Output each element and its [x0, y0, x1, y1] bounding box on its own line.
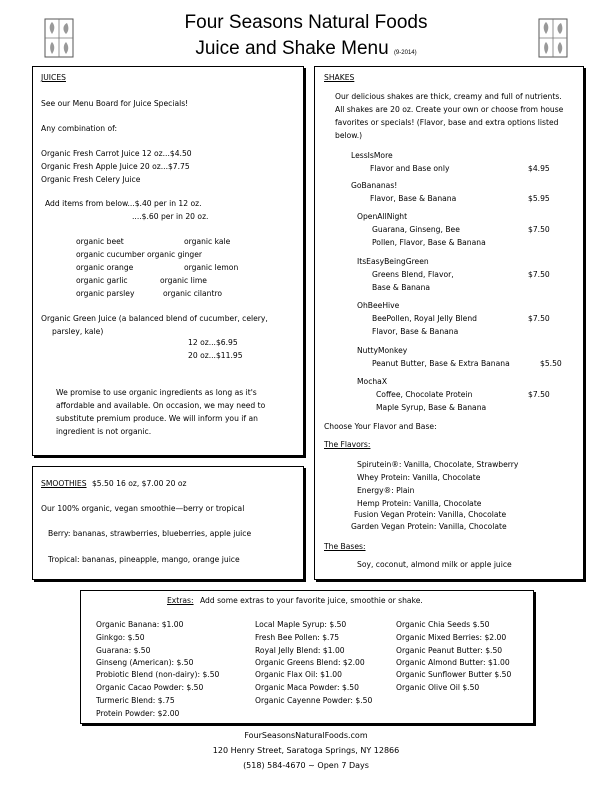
extras-title — [167, 597, 423, 605]
juice-addon-item: organic cilantro — [163, 289, 223, 298]
extra-item: Organic Peanut Butter: $.50 — [396, 646, 503, 655]
juices-heading: JUICES — [41, 73, 66, 82]
organic-promise-line: substitute premium produce. We will inform you if an — [56, 414, 258, 423]
store-phone-hours: (518) 584-4670 ~ Open 7 Days — [243, 761, 369, 770]
juice-addon-item: organic garlic — [76, 276, 128, 285]
extra-item: Turmeric Blend: $.75 — [96, 696, 175, 705]
shake-description: Guarana, Ginseng, Bee — [372, 225, 460, 234]
shake-name: GoBananas! — [351, 181, 398, 190]
green-juice-price: 20 oz...$11.95 — [188, 351, 243, 360]
extra-item: Organic Maca Powder: $.50 — [255, 683, 359, 692]
juices-combination-note: Any combination of: — [41, 124, 118, 133]
shake-description: BeePollen, Royal Jelly Blend — [372, 314, 477, 323]
extra-item: Ginkgo: $.50 — [96, 633, 145, 642]
smoothie-berry: Berry: bananas, strawberries, blueberries, apple juice — [48, 529, 252, 538]
flavor-option: Fusion Vegan Protein: Vanilla, Chocolate — [354, 510, 507, 519]
juices-specials-note: See our Menu Board for Juice Specials! — [41, 99, 189, 108]
organic-promise-line: ingredient is not organic. — [56, 427, 152, 436]
shakes-intro-line: below.) — [335, 131, 363, 140]
flavor-option: Energy®: Plain — [357, 486, 415, 495]
menu-date: (9-2014) — [393, 50, 417, 56]
flavor-option: Spirutein®: Vanilla, Chocolate, Strawberry — [357, 460, 519, 469]
shakes-intro-line: All shakes are 20 oz. Create your own or choose from house — [335, 105, 564, 114]
choose-flavor-base: Choose Your Flavor and Base: — [324, 422, 437, 431]
shake-name: OhBeeHive — [357, 301, 400, 310]
extra-item: Protein Powder: $2.00 — [96, 709, 180, 718]
shake-price: $7.50 — [528, 225, 550, 234]
juice-addon-item: organic cucumber organic ginger — [76, 250, 202, 259]
juice-addon-item: organic orange — [76, 263, 134, 272]
extra-item: Organic Greens Blend: $2.00 — [255, 658, 365, 667]
shakes-intro-line: favorites or specials! (Flavor, base and extra options listed — [335, 118, 559, 127]
shake-price: $5.50 — [540, 359, 562, 368]
extra-item: Ginseng (American): $.50 — [96, 658, 194, 667]
shake-name: MochaX — [357, 377, 388, 386]
green-juice-line: Organic Green Juice (a balanced blend of cucumber, celery, — [41, 314, 268, 323]
bases-heading: The Bases: — [324, 542, 366, 551]
extras-label: Extras: — [167, 596, 194, 605]
store-website: FourSeasonsNaturalFoods.com — [244, 731, 368, 740]
shake-description: Pollen, Flavor, Base & Banana — [372, 238, 486, 247]
menu-title-text: Juice and Shake Menu — [195, 38, 389, 59]
flavor-option: Whey Protein: Vanilla, Chocolate — [357, 473, 481, 482]
extra-item: Organic Cacao Powder: $.50 — [96, 683, 204, 692]
extra-item: Fresh Bee Pollen: $.75 — [255, 633, 340, 642]
shake-price: $7.50 — [528, 314, 550, 323]
extra-item: Organic Cayenne Powder: $.50 — [255, 696, 373, 705]
extra-item: Organic Almond Butter: $1.00 — [396, 658, 510, 667]
extra-item: Organic Flax Oil: $1.00 — [255, 670, 342, 679]
extra-item: Probiotic Blend (non-dairy): $.50 — [96, 670, 220, 679]
shake-price: $5.95 — [528, 194, 550, 203]
store-address: 120 Henry Street, Saratoga Springs, NY 12866 — [212, 746, 400, 755]
juice-addon-item: organic lime — [160, 276, 207, 285]
shake-name: NuttyMonkey — [357, 346, 408, 355]
smoothie-tropical: Tropical: bananas, pineapple, mango, orange juice — [48, 555, 240, 564]
shake-description: Peanut Butter, Base & Extra Banana — [372, 359, 510, 368]
flavor-option: Garden Vegan Protein: Vanilla, Chocolate — [351, 522, 507, 531]
extra-item: Organic Chia Seeds $.50 — [396, 620, 490, 629]
smoothies-description: Our 100% organic, vegan smoothie—berry or tropical — [41, 504, 245, 513]
smoothies-title — [41, 480, 187, 488]
shakes-intro-line: Our delicious shakes are thick, creamy and full of nutrients. — [335, 92, 562, 101]
shake-description: Maple Syrup, Base & Banana — [376, 403, 487, 412]
flavors-heading: The Flavors: — [324, 440, 371, 449]
extra-item: Organic Sunflower Butter $.50 — [396, 670, 512, 679]
shakes-heading: SHAKES — [324, 73, 355, 82]
green-juice-price: 12 oz...$6.95 — [188, 338, 238, 347]
extra-item: Royal Jelly Blend: $1.00 — [255, 646, 345, 655]
shake-description: Greens Blend, Flavor, — [372, 270, 454, 279]
extra-item: Guarana: $.50 — [96, 646, 151, 655]
shake-description: Coffee, Chocolate Protein — [376, 390, 473, 399]
extras-intro: Add some extras to your favorite juice, smoothie or shake. — [199, 596, 423, 605]
shake-price: $7.50 — [528, 270, 550, 279]
shake-name: ItsEasyBeingGreen — [357, 257, 429, 266]
juice-line: Organic Fresh Carrot Juice 12 oz...$4.50 — [41, 149, 192, 158]
extra-item: Local Maple Syrup: $.50 — [255, 620, 347, 629]
juice-addon-item: organic parsley — [76, 289, 135, 298]
shake-name: LessIsMore — [351, 151, 393, 160]
shake-description: Base & Banana — [372, 283, 431, 292]
extra-item: Organic Olive Oil $.50 — [396, 683, 480, 692]
add-items-20oz: ....$.60 per in 20 oz. — [132, 212, 209, 221]
juice-line: Organic Fresh Celery Juice — [41, 175, 141, 184]
bases-list: Soy, coconut, almond milk or apple juice — [357, 560, 512, 569]
juice-addon-item: organic lemon — [184, 263, 239, 272]
juice-addon-item: organic kale — [184, 237, 231, 246]
shake-price: $7.50 — [528, 390, 550, 399]
smoothies-prices: $5.50 16 oz, $7.00 20 oz — [91, 479, 187, 488]
store-name: Four Seasons Natural Foods — [184, 12, 428, 33]
organic-promise-line: We promise to use organic ingredients as long as it's — [56, 388, 257, 397]
extra-item: Organic Banana: $1.00 — [96, 620, 184, 629]
juice-addon-item: organic beet — [76, 237, 124, 246]
shake-price: $4.95 — [528, 164, 550, 173]
shake-description: Flavor, Base & Banana — [370, 194, 457, 203]
green-juice-line: parsley, kale) — [52, 327, 104, 336]
menu-title — [0, 38, 612, 60]
flavor-option: Hemp Protein: Vanilla, Chocolate — [357, 499, 482, 508]
organic-promise-line: affordable and available. On occasion, we may need to — [56, 401, 266, 410]
add-items-12oz: Add items from below...$.40 per in 12 oz. — [45, 199, 202, 208]
extra-item: Organic Mixed Berries: $2.00 — [396, 633, 507, 642]
shake-description: Flavor, Base & Banana — [372, 327, 459, 336]
juice-line: Organic Fresh Apple Juice 20 oz...$7.75 — [41, 162, 190, 171]
shake-description: Flavor and Base only — [370, 164, 450, 173]
smoothies-heading: SMOOTHIES — [41, 479, 87, 488]
shake-name: OpenAllNight — [357, 212, 408, 221]
